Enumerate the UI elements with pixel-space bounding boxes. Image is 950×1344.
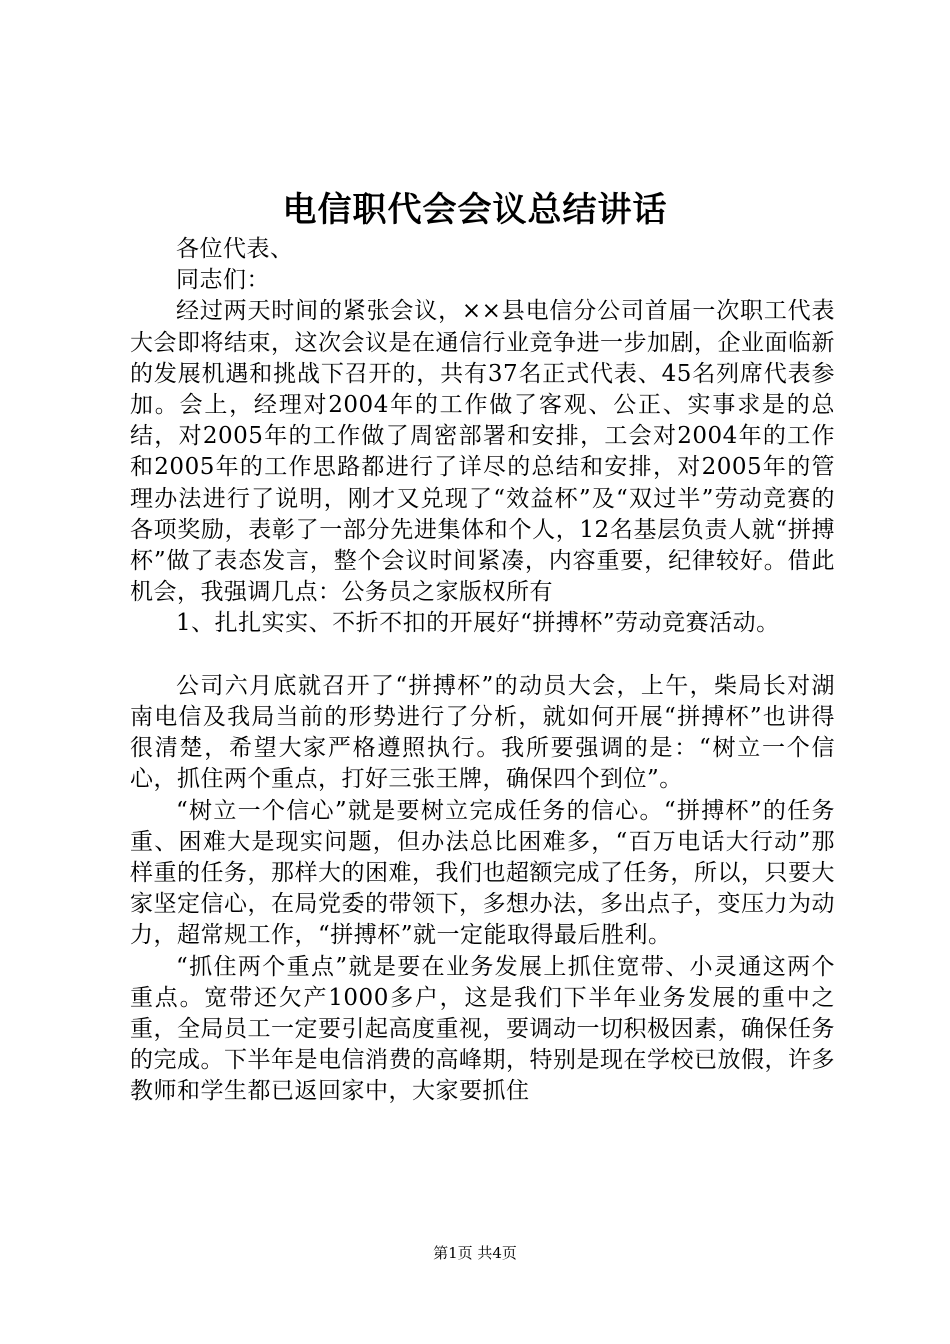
- paragraph-spacer: [130, 640, 835, 671]
- body-paragraph: “抓住两个重点”就是要在业务发展上抓住宽带、小灵通这两个重点。宽带还欠产1000多户，这是我们下半年业务发展的重中之重，全局员工一定要引起高度重视，要调动一切积极因素，确保任务的完成。下半年是电信消费的高峰期，特别是现在学校已放假，许多教师和学生都已返回家中，大家要抓住: [130, 953, 835, 1105]
- body-paragraph: “树立一个信心”就是要树立完成任务的信心。“拼搏杯”的任务重、困难大是现实问题，但办法总比困难多，“百万电话大行动”那样重的任务，那样大的困难，我们也超额完成了任务，所以，只要大家坚定信心，在局党委的带领下，多想办法，多出点子，变压力为动力，超常规工作，“拼搏杯”就一定能取得最后胜利。: [130, 797, 835, 949]
- document-title: 电信职代会会议总结讲话: [282, 190, 668, 230]
- body-paragraph: 经过两天时间的紧张会议，××县电信分公司首届一次职工代表大会即将结束，这次会议是在通信行业竞争进一步加剧，企业面临新的发展机遇和挑战下召开的，共有37名正式代表、45名列席代表参加。会上，经理对2004年的工作做了客观、公正、实事求是的总结，对2005年的工作做了周密部署和安排，工会对2004年的工作和2005年的工作思路都进行了详尽的总结和安排，对2005年的管理办法进行了说明，刚才又兑现了“效益杯”及“双过半”劳动竞赛的各项奖励，表彰了一部分先进集体和个人，12名基层负责人就“拼搏杯”做了表态发言，整个会议时间紧凑，内容重要，纪律较好。借此机会，我强调几点：公务员之家版权所有: [130, 298, 835, 606]
- page-footer: 第1页 共4页: [433, 1244, 517, 1262]
- numbered-point: 1、扎扎实实、不折不扣的开展好“拼搏杯”劳动竞赛活动。: [176, 610, 780, 637]
- body-paragraph: 公司六月底就召开了“拼搏杯”的动员大会，上午，柴局长对湖南电信及我局当前的形势进行了分析，就如何开展“拼搏杯”也讲得很清楚，希望大家严格遵照执行。我所要强调的是：“树立一个信心，抓住两个重点，打好三张王牌，确保四个到位”。: [130, 672, 835, 793]
- document-body: [130, 234, 835, 1108]
- salutation-line: 各位代表、: [176, 236, 294, 262]
- salutation-line: 同志们：: [176, 267, 270, 294]
